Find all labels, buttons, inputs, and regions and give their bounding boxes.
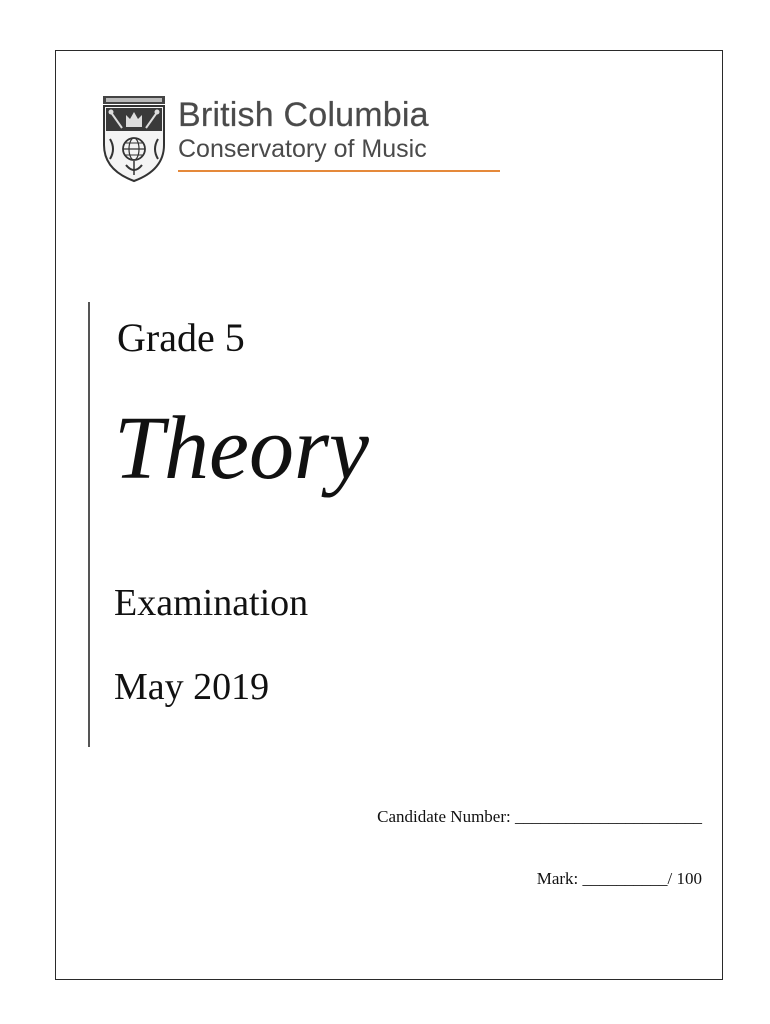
candidate-number-field[interactable]: Candidate Number: ______________________ (377, 807, 702, 826)
crest-icon (102, 95, 166, 183)
conservatory-logo (102, 95, 502, 185)
organization-name-line1: British Columbia (178, 96, 429, 134)
logo-accent-rule (178, 170, 500, 172)
organization-name (178, 95, 508, 172)
vertical-accent-rule (88, 302, 90, 747)
page-border (55, 50, 723, 980)
organization-name-line2: Conservatory of Music (178, 135, 427, 163)
grade-title: Grade 5 (117, 315, 245, 360)
subject-title: Theory (114, 399, 369, 498)
exam-label: Examination (114, 582, 309, 624)
mark-field[interactable]: Mark: __________/ 100 (536, 869, 702, 888)
exam-date: May 2019 (114, 666, 270, 708)
